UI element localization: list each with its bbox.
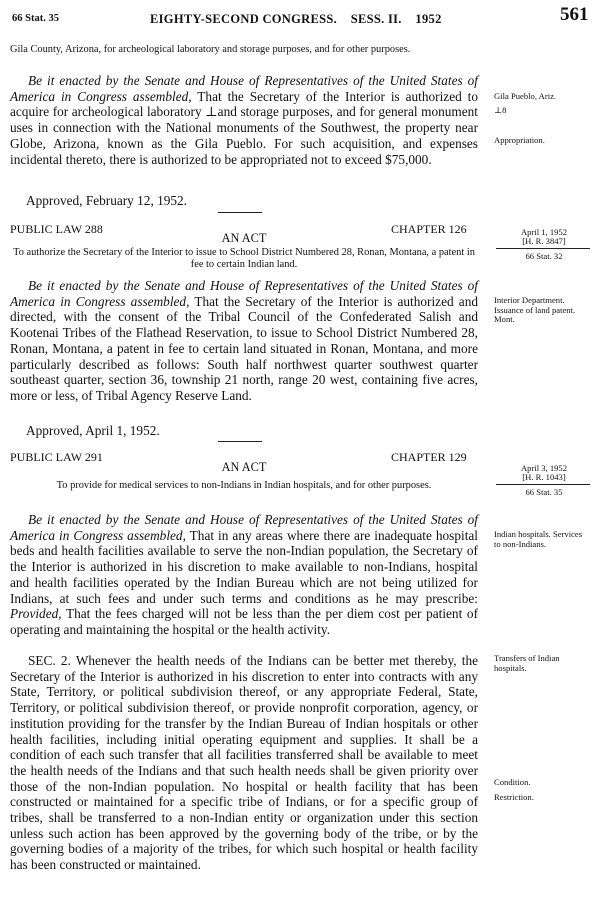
margin-note-interior: Interior Department. Issuance of land patent. Mont. bbox=[494, 295, 576, 324]
margin-note-restriction: Restriction. bbox=[494, 792, 534, 802]
section2-date: April 1, 1952 bbox=[520, 227, 568, 237]
section3-provided: Provided, bbox=[10, 606, 62, 622]
margin-rule bbox=[496, 248, 590, 249]
section2-stat: 66 Stat. 32 bbox=[525, 251, 563, 261]
section1-caption: Gila County, Arizona, for archeological laboratory and storage purposes, and for other purposes. bbox=[10, 44, 411, 55]
public-law-291: PUBLIC LAW 291 bbox=[10, 450, 103, 464]
section3-date: April 3, 1952 bbox=[520, 463, 568, 473]
section3-an-act: AN ACT bbox=[221, 460, 267, 474]
section2-paragraph bbox=[10, 278, 478, 404]
section1-approved: Approved, February 12, 1952. bbox=[26, 193, 188, 208]
public-law-288: PUBLIC LAW 288 bbox=[10, 222, 103, 236]
chapter-129: CHAPTER 129 bbox=[391, 450, 467, 464]
page-number: 561 bbox=[560, 4, 589, 25]
section1-paragraph bbox=[10, 73, 478, 167]
margin-mark: ⊥8 bbox=[494, 105, 507, 115]
section3-body-1a: That in any areas where there are inadequate hospital beds and health facilities available to serve the non-Indian population, the Secretary of the Interior is authorized in his discretion to make available to non-Indians, hospital and health facilities operated by the Indian Bureau which are not being utilized for Indians, at such fees and under such terms and conditions as he may prescribe: bbox=[10, 527, 478, 606]
section3-paragraph-2: SEC. 2. Whenever the health needs of the Indians can be better met thereby, the Secretary of the Interior is authorized in his discretion to enter into contracts with any State, Territory, or political subdivision thereof, or any appropriate Federal, State, Territory, or political subdivision thereof, or provide nonprofit corporation, agency, or institution providing for the transfer by the Indian Bureau of Indian hospitals or other health facilities, including initial operating equipment and supplies. It shall be a condition of each such transfer that all facilities transferred shall be available to meet the health needs of the Indians and that such health needs shall be given priority over those of the non-Indian population. No hospital or health facility that has been constructed or maintained for a specific tribe of Indians, or for a specific group of tribes, shall be transferred to a non-Indian entity or organization under this section unless such action has been approved by the governing body of the tribe, or by the governing bodies of a majority of the tribes, for which such hospital or health facility has been constructed or maintained. bbox=[10, 653, 478, 873]
section2-bill: [H. R. 3847] bbox=[522, 236, 566, 246]
section1-enacting-clause: Be it enacted by the Senate and House of Representatives of the United States of America in Congress assembled, bbox=[10, 73, 478, 104]
margin-note-appropriation: Appropriation. bbox=[494, 135, 545, 145]
header-title: EIGHTY-SECOND CONGRESS. SESS. II. 1952 bbox=[150, 12, 442, 26]
section2-approved: Approved, April 1, 1952. bbox=[26, 423, 160, 438]
section3-stat: 66 Stat. 35 bbox=[525, 487, 563, 497]
margin-rule bbox=[496, 484, 590, 485]
section2-caption: To authorize the Secretary of the Interior to issue to School District Numbered 28, Ronan, Montana, a patent in fee to certain Indian land. bbox=[13, 247, 475, 270]
divider bbox=[218, 212, 262, 213]
section2-enacting-clause: Be it enacted by the Senate and House of Representatives of the United States of America in Congress assembled, bbox=[10, 278, 478, 309]
margin-note-indian-hospitals: Indian hospitals. Services to non-Indians. bbox=[494, 529, 583, 549]
margin-note-gila: Gila Pueblo, Ariz. bbox=[494, 91, 557, 101]
margin-note-condition: Condition. bbox=[494, 777, 531, 787]
header-stat: 66 Stat. 35 bbox=[12, 13, 59, 24]
section3-paragraph-1 bbox=[10, 512, 478, 638]
divider bbox=[218, 441, 262, 442]
margin-note-transfers: Transfers of Indian hospitals. bbox=[494, 653, 560, 673]
section3-caption: To provide for medical services to non-Indians in Indian hospitals, and for other purposes. bbox=[56, 480, 432, 491]
section3-enacting-clause: Be it enacted by the Senate and House of Representatives of the United States of America in Congress assembled, bbox=[10, 512, 478, 543]
chapter-126: CHAPTER 126 bbox=[391, 222, 467, 236]
section3-bill: [H. R. 1043] bbox=[522, 472, 566, 482]
section2-an-act: AN ACT bbox=[221, 231, 267, 245]
section1-body: That the Secretary of the Interior is authorized to acquire for archeological laboratory ⊥and storage purposes, and for general monument uses in connection with the National monuments of the Southwest, the property near Globe, Arizona, known as the Gila Pueblo. For such acquisition, and expenses incidental thereto, there is authorized to be appropriated not to exceed $75,000. bbox=[10, 88, 479, 167]
section3-body-1b: That the fees charged will not be less than the per diem cost per patient of operating and maintaining the hospital or the health activity. bbox=[10, 606, 478, 637]
section2-body: That the Secretary of the Interior is authorized and directed, with the consent of the Tribal Council of the Confederated Salish and Kootenai Tribes of the Flathead Reservation, to issue to School District Numbered 28, Ronan, Montana, a patent in fee to certain land situated in Ronan, Montana, and more particularly described as follows: South half northwest quarter southwest quarter southeast quarter, section 36, township 21 north, range 20 west, containing five acres, more or less, of Tribal Agency Reserve Land. bbox=[10, 293, 478, 403]
